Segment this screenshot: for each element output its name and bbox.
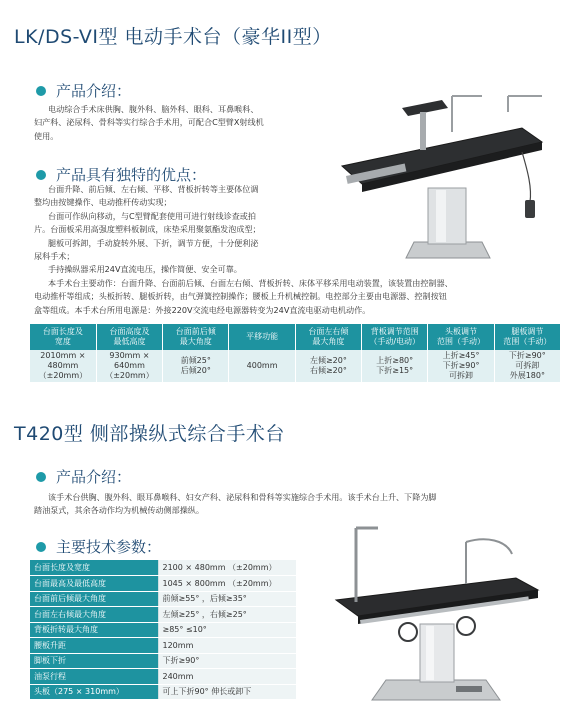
text-line: 尿科手术； (34, 251, 75, 262)
product2-intro-heading (36, 466, 131, 487)
text-line: 电动综合手术床供胸、腹外科、脑外科、眼科、耳鼻喉科、 (48, 104, 259, 114)
column-header: 腿板调节 范围（手动） (494, 324, 560, 350)
table-row (30, 576, 296, 592)
text-line: 踏油泵式，其余各动作均为机械传动侧部操纵。 (34, 505, 204, 516)
param-value: 可上下折90° 伸长或卸下 (158, 684, 296, 700)
text-line: 盒等组成。本手术台所用电源是：外接220V交流电经电源器转变为24V直流电驱动电机动作。 (34, 304, 371, 315)
text-line: 台面升降、前后倾、左右倾、平移、背板折转等主要体位调 (48, 184, 259, 194)
text-line: 腿板可拆卸，手动旋转外展、下折，调节方便，十分便利泌 (48, 237, 259, 248)
text-line: 手持操纵器采用24V直流电压，操作简便、安全可靠。 (48, 264, 242, 275)
column-header: 台面前后倾 最大角度 (163, 324, 229, 350)
column-header: 头板调节 范围（手动） (428, 324, 494, 350)
column-header: 背板调节范围 （手动/电动） (362, 324, 428, 350)
param-label: 台面长度及宽度 (30, 560, 158, 576)
product1-spec-table (30, 324, 561, 382)
section-heading-label: 产品介绍： (56, 468, 132, 486)
text-line: 该手术台供胸、腹外科、眼耳鼻喉科、妇女产科、泌尿科和骨科等实施综合手术用。该手术台上升、下降为脚 (48, 492, 437, 502)
table-cell: 上折≥80° 下折≥15° (362, 350, 428, 382)
table-row (30, 350, 561, 382)
param-value: 2100 × 480mm （±20mm） (158, 560, 296, 576)
table-cell: 400mm (229, 350, 295, 382)
product2-params-heading (36, 536, 161, 557)
table-cell: 下折≥90° 可拆卸 外展180° (494, 350, 560, 382)
product1-features-text (34, 183, 261, 277)
product2-title: T420型 侧部操纵式综合手术台 (14, 423, 285, 445)
bullet-icon (36, 170, 46, 180)
column-header: 台面左右倾 最大角度 (295, 324, 361, 350)
column-header: 平移功能 (229, 324, 295, 350)
text-line: 妇产科、泌尿科、骨科等实行综合手术用，可配合C型臂X射线机 (34, 117, 264, 128)
text-line: 整均由按键操作、电动推杆传动实现； (34, 197, 172, 208)
bullet-icon (36, 472, 46, 482)
section-heading-label: 主要技术参数： (56, 538, 162, 556)
param-label: 台面最高及最低高度 (30, 576, 158, 592)
param-label: 台面左右倾最大角度 (30, 607, 158, 623)
param-value: 前倾≥55° ，后倾≥35° (158, 591, 296, 607)
section-heading-label: 产品介绍： (56, 82, 132, 100)
param-label: 腰板升距 (30, 638, 158, 654)
electric-operating-table-illustration (332, 92, 562, 270)
section-heading-label: 产品具有独特的优点： (56, 166, 207, 184)
bullet-icon (36, 542, 46, 552)
product2-intro-text (34, 491, 437, 518)
param-label: 背板折转最大角度 (30, 622, 158, 638)
product1-intro-heading (36, 80, 131, 101)
text-line: 片。台面板采用高强度塑料板制成，床垫采用聚氨酯发泡成型； (34, 224, 261, 235)
param-value: 左倾≥25° ，右倾≥25° (158, 607, 296, 623)
param-value: 240mm (158, 669, 296, 685)
text-line: 电动推杆等组成；头板折转、腿板折转，由气弹簧控制操作；腰板上升机械控制。电控部分主要由电源器、控制按钮 (34, 291, 447, 302)
column-header: 台面长度及 宽度 (30, 324, 96, 350)
product1-features-heading (36, 164, 206, 185)
param-value: 1045 × 800mm （±20mm） (158, 576, 296, 592)
table-row (30, 607, 296, 623)
text-line: 台面可作纵向移动，与C型臂配套使用可进行射线诊查或拍 (48, 210, 256, 221)
param-label: 头板（275 × 310mm） (30, 684, 158, 700)
product1-intro-text (34, 103, 264, 143)
text-line: 使用。 (34, 130, 59, 141)
table-row (30, 591, 296, 607)
table-cell: 前倾25° 后倾20° (163, 350, 229, 382)
table-row (30, 560, 296, 576)
param-value: ≥85° ≤10° (158, 622, 296, 638)
table-row (30, 653, 296, 669)
table-cell: 2010mm × 480mm （±20mm） (30, 350, 96, 382)
text-line: 本手术台主要动作：台面升降、台面前后倾、台面左右倾、背板折转、床体平移采用电动装置，该装置由控制器、 (48, 278, 453, 288)
table-row (30, 622, 296, 638)
table-row (30, 638, 296, 654)
side-operated-operating-table-illustration (316, 520, 564, 710)
table-row (30, 669, 296, 685)
param-label: 脚板下折 (30, 653, 158, 669)
table-row (30, 684, 296, 700)
product1-features-wide-text (34, 277, 453, 317)
param-value: 下折≥90° (158, 653, 296, 669)
param-value: 120mm (158, 638, 296, 654)
bullet-icon (36, 86, 46, 96)
table-header-row (30, 324, 561, 350)
product2-params-table (30, 560, 296, 700)
param-label: 油泵行程 (30, 669, 158, 685)
param-label: 台面前后倾最大角度 (30, 591, 158, 607)
table-cell: 930mm × 640mm （±20mm） (96, 350, 162, 382)
column-header: 台面高度及 最低高度 (96, 324, 162, 350)
table-cell: 上折≥45° 下折≥90° 可拆卸 (428, 350, 494, 382)
table-cell: 左倾≥20° 右倾≥20° (295, 350, 361, 382)
product1-title: LK/DS-VI型 电动手术台（豪华II型） (14, 26, 332, 48)
